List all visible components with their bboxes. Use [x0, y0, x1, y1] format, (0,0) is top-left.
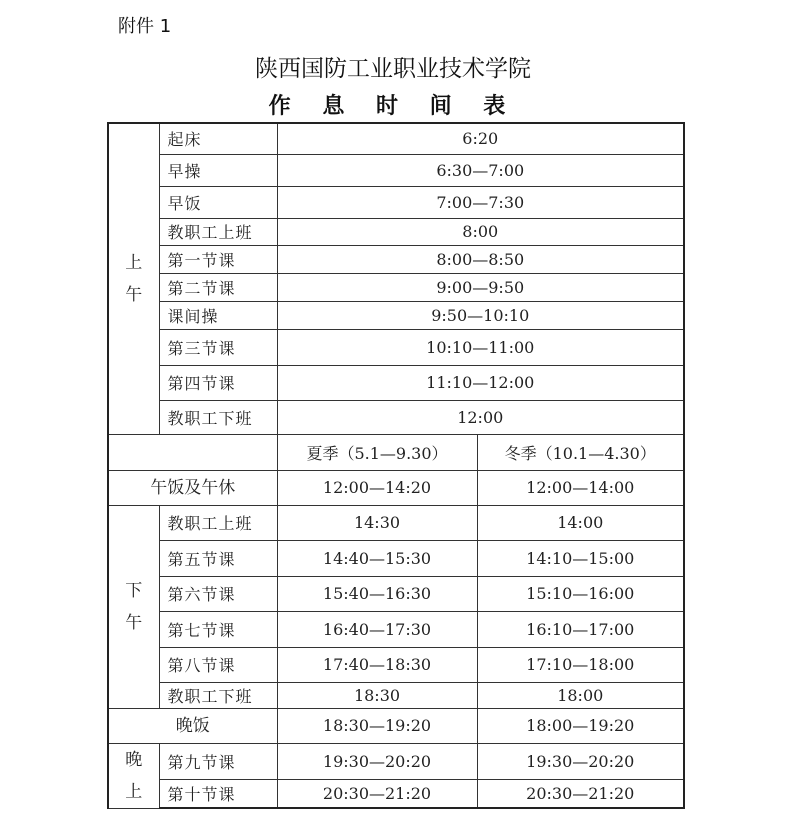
winter-header: 冬季（10.1—4.30） [477, 434, 684, 470]
table-row [108, 611, 684, 647]
time-cell: 9:50—10:10 [277, 301, 684, 329]
time-cell: 9:00—9:50 [277, 273, 684, 301]
summer-time-cell: 12:00—14:20 [277, 470, 477, 505]
period-char: 上 [125, 781, 143, 802]
item-cell: 早饭 [159, 186, 277, 218]
summer-time-cell: 18:30 [277, 682, 477, 708]
period-char: 上 [125, 252, 143, 273]
period-char: 午 [125, 284, 143, 305]
summer-time-cell: 16:40—17:30 [277, 611, 477, 647]
winter-time-cell: 19:30—20:20 [477, 743, 684, 780]
time-cell: 6:20 [277, 123, 684, 154]
item-cell: 第五节课 [159, 540, 277, 576]
time-cell: 8:00—8:50 [277, 245, 684, 273]
item-cell: 教职工上班 [159, 505, 277, 540]
table-row [108, 743, 684, 780]
table-row [108, 708, 684, 743]
page-subtitle: 作 息 时 间 表 [268, 94, 518, 119]
time-cell: 6:30—7:00 [277, 154, 684, 186]
winter-time-cell: 16:10—17:00 [477, 611, 684, 647]
table-row [108, 301, 684, 329]
item-cell: 教职工上班 [159, 218, 277, 245]
table-row [108, 218, 684, 245]
item-cell: 第七节课 [159, 611, 277, 647]
summer-time-cell: 15:40—16:30 [277, 576, 477, 611]
period-char: 晚 [125, 749, 143, 770]
table-row [108, 780, 684, 808]
summer-time-cell: 20:30—21:20 [277, 780, 477, 808]
table-row [108, 505, 684, 540]
item-cell: 第八节课 [159, 647, 277, 682]
table-row [108, 123, 684, 154]
table-row [108, 329, 684, 365]
item-cell: 第九节课 [159, 743, 277, 780]
item-cell: 课间操 [159, 301, 277, 329]
item-cell: 第十节课 [159, 780, 277, 808]
time-cell: 11:10—12:00 [277, 365, 684, 400]
empty-cell [108, 434, 277, 470]
summer-time-cell: 14:40—15:30 [277, 540, 477, 576]
summer-time-cell: 17:40—18:30 [277, 647, 477, 682]
table-row [108, 682, 684, 708]
item-cell: 第六节课 [159, 576, 277, 611]
summer-header: 夏季（5.1—9.30） [277, 434, 477, 470]
time-cell: 10:10—11:00 [277, 329, 684, 365]
period-morning-cell [108, 123, 159, 434]
table-row [108, 647, 684, 682]
table-row [108, 576, 684, 611]
page-title: 陕西国防工业职业技术学院 [255, 56, 531, 82]
lunch-label: 午饭及午休 [108, 470, 277, 505]
time-cell: 7:00—7:30 [277, 186, 684, 218]
table-row [108, 273, 684, 301]
dinner-label: 晚饭 [108, 708, 277, 743]
period-evening-cell [108, 743, 159, 808]
winter-time-cell: 18:00 [477, 682, 684, 708]
season-header-row [108, 434, 684, 470]
winter-time-cell: 18:00—19:20 [477, 708, 684, 743]
summer-time-cell: 14:30 [277, 505, 477, 540]
item-cell: 教职工下班 [159, 400, 277, 434]
winter-time-cell: 20:30—21:20 [477, 780, 684, 808]
winter-time-cell: 12:00—14:00 [477, 470, 684, 505]
attachment-label: 附件 1 [118, 16, 172, 37]
table-row [108, 245, 684, 273]
winter-time-cell: 14:10—15:00 [477, 540, 684, 576]
table-row [108, 365, 684, 400]
summer-time-cell: 19:30—20:20 [277, 743, 477, 780]
table-row [108, 400, 684, 434]
item-cell: 第三节课 [159, 329, 277, 365]
period-char: 下 [125, 580, 143, 601]
item-cell: 早操 [159, 154, 277, 186]
period-char: 午 [125, 612, 143, 633]
item-cell: 教职工下班 [159, 682, 277, 708]
item-cell: 第一节课 [159, 245, 277, 273]
winter-time-cell: 14:00 [477, 505, 684, 540]
table-row [108, 470, 684, 505]
winter-time-cell: 17:10—18:00 [477, 647, 684, 682]
time-cell: 12:00 [277, 400, 684, 434]
summer-time-cell: 18:30—19:20 [277, 708, 477, 743]
schedule-table [107, 122, 685, 809]
time-cell: 8:00 [277, 218, 684, 245]
table-row [108, 154, 684, 186]
period-afternoon-cell [108, 505, 159, 708]
item-cell: 起床 [159, 123, 277, 154]
table-row [108, 540, 684, 576]
winter-time-cell: 15:10—16:00 [477, 576, 684, 611]
item-cell: 第二节课 [159, 273, 277, 301]
item-cell: 第四节课 [159, 365, 277, 400]
table-row [108, 186, 684, 218]
